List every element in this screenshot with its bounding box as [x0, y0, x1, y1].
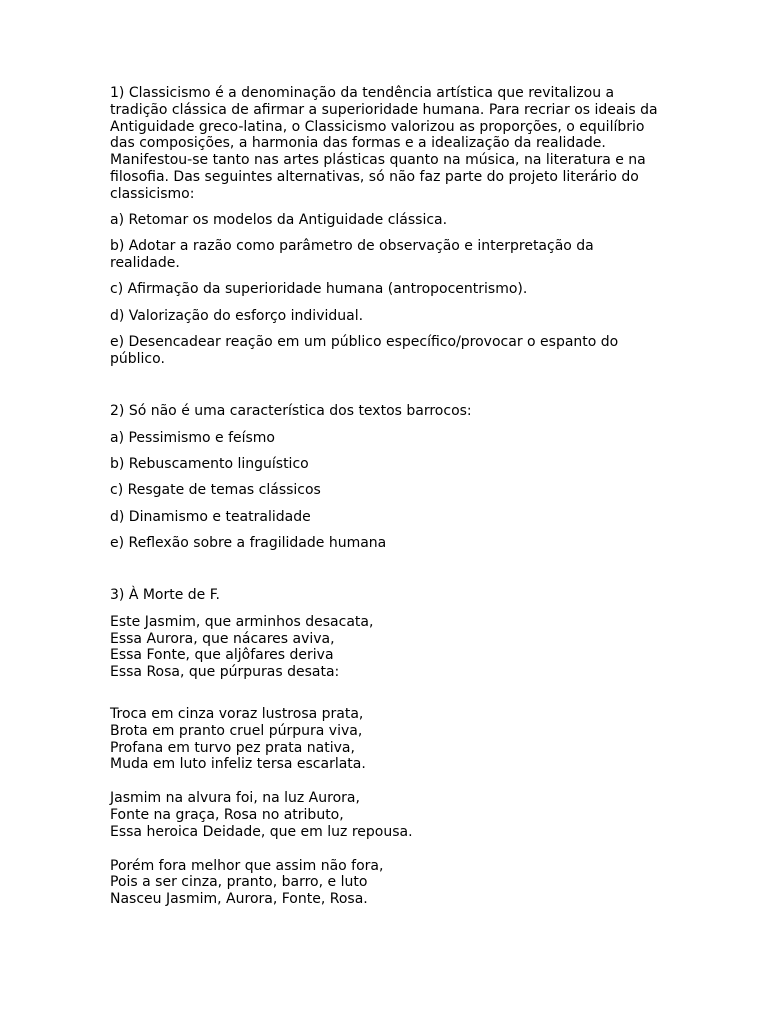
- poem-line: Essa Rosa, que púrpuras desata:: [110, 664, 340, 681]
- poem-title: 3) À Morte de F.: [110, 587, 221, 604]
- poem-line: Este Jasmim, que arminhos desacata,: [110, 613, 374, 630]
- poem-line: Essa Aurora, que nácares aviva,: [110, 630, 335, 647]
- question-1-option-e: e) Desencadear reação em um público específico/provocar o espanto do público.: [110, 333, 619, 367]
- question-2-option-a: a) Pessimismo e feísmo: [110, 429, 275, 446]
- question-2-option-d: d) Dinamismo e teatralidade: [110, 508, 311, 525]
- question-3: [110, 587, 660, 908]
- poem-line: Jasmim na alvura foi, na luz Aurora,: [110, 790, 360, 807]
- poem-line: Brota em pranto cruel púrpura viva,: [110, 722, 363, 739]
- question-2-option-c: c) Resgate de temas clássicos: [110, 482, 321, 499]
- question-1-option-d: d) Valorização do esforço individual.: [110, 307, 364, 324]
- poem-stanza-2: [110, 706, 660, 773]
- poem-line: Porém fora melhor que assim não fora,: [110, 857, 384, 874]
- poem-stanza-1: [110, 614, 660, 681]
- poem-line: Profana em turvo pez prata nativa,: [110, 739, 355, 756]
- poem-stanza-4: [110, 858, 660, 908]
- spacer: [110, 377, 660, 403]
- question-2-option-b: b) Rebuscamento linguístico: [110, 455, 309, 472]
- question-1-option-a: a) Retomar os modelos da Antiguidade clássica.: [110, 211, 448, 228]
- poem-line: Nasceu Jasmim, Aurora, Fonte, Rosa.: [110, 891, 368, 908]
- question-2-option-e: e) Reflexão sobre a fragilidade humana: [110, 535, 387, 552]
- question-1-option-c: c) Afirmação da superioridade humana (antropocentrismo).: [110, 281, 528, 298]
- poem-line: Essa Fonte, que aljôfares deriva: [110, 647, 334, 664]
- document-page: [110, 85, 660, 908]
- spacer: [110, 681, 660, 706]
- poem-line: Fonte na graça, Rosa no atributo,: [110, 807, 344, 824]
- spacer: [110, 561, 660, 587]
- spacer: [110, 773, 660, 790]
- poem-stanza-3: [110, 790, 660, 840]
- question-2: [110, 403, 660, 552]
- poem-line: Pois a ser cinza, pranto, barro, e luto: [110, 874, 368, 891]
- question-2-text: 2) Só não é uma característica dos textos barrocos:: [110, 403, 472, 420]
- question-1-option-b: b) Adotar a razão como parâmetro de observação e interpretação da realidade.: [110, 237, 594, 271]
- poem-line: Troca em cinza voraz lustrosa prata,: [110, 706, 364, 723]
- question-1-text: 1) Classicismo é a denominação da tendência artística que revitalizou a tradição clássica de afirmar a superioridade humana. Para recriar os ideais da Antiguidade greco-latina, o Classicismo valorizou as proporções, o equilíbrio das composições, a harmonia das formas e a idealização da realidade. Manifestou-se tanto nas artes plásticas quanto na música, na literatura e na filosofia. Das seguintes alternativas, só não faz parte do projeto literário do classicismo:: [110, 85, 658, 202]
- question-1: [110, 85, 660, 368]
- spacer: [110, 841, 660, 858]
- poem-line: Essa heroica Deidade, que em luz repousa.: [110, 823, 413, 840]
- poem-line: Muda em luto infeliz tersa escarlata.: [110, 756, 366, 773]
